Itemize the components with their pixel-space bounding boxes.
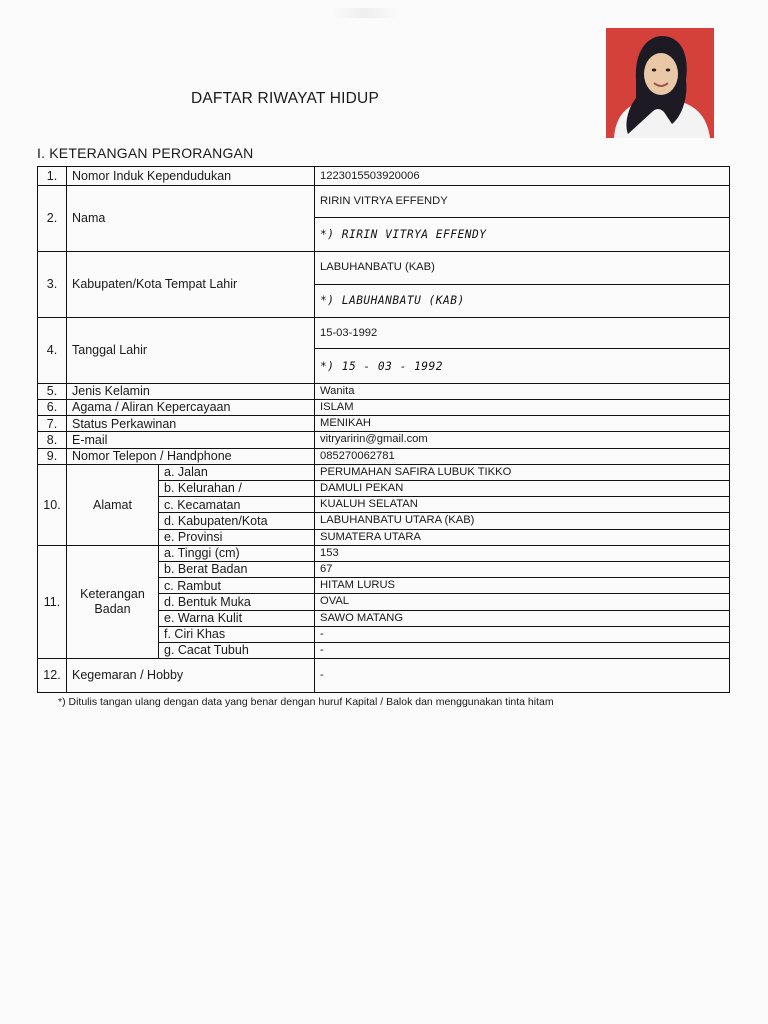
sub-field-label: a. Jalan <box>159 464 315 480</box>
sub-field-label: a. Tinggi (cm) <box>159 545 315 561</box>
portrait-photo-icon <box>606 28 714 138</box>
handwritten-value: *) LABUHANBATU (KAB) <box>315 284 730 317</box>
page-title: DAFTAR RIWAYAT HIDUP <box>191 90 379 107</box>
personal-info-table <box>37 166 730 693</box>
sub-field-label: b. Kelurahan / <box>159 481 315 497</box>
row-number: 2. <box>38 186 67 252</box>
table-row <box>38 167 730 186</box>
row-number: 7. <box>38 416 67 432</box>
field-label: Jenis Kelamin <box>67 383 315 399</box>
row-number: 6. <box>38 400 67 416</box>
sub-field-label: e. Provinsi <box>159 529 315 545</box>
field-value: 15-03-1992 <box>315 317 730 348</box>
table-row <box>38 383 730 399</box>
handwritten-value: *) 15 - 03 - 1992 <box>315 349 730 383</box>
table-row <box>38 448 730 464</box>
sub-field-label: d. Bentuk Muka <box>159 594 315 610</box>
field-label: Nomor Telepon / Handphone <box>67 448 315 464</box>
field-value: 1223015503920006 <box>315 167 730 186</box>
sub-field-label: d. Kabupaten/Kota <box>159 513 315 529</box>
field-value: SAWO MATANG <box>315 610 730 626</box>
field-value: MENIKAH <box>315 416 730 432</box>
field-value: LABUHANBATU UTARA (KAB) <box>315 513 730 529</box>
section-heading: I. KETERANGAN PERORANGAN <box>37 145 254 161</box>
field-label <box>67 545 159 658</box>
row-number: 1. <box>38 167 67 186</box>
field-value: HITAM LURUS <box>315 578 730 594</box>
sub-field-label: f. Ciri Khas <box>159 626 315 642</box>
table-row <box>38 416 730 432</box>
field-value: ISLAM <box>315 400 730 416</box>
footnote: *) Ditulis tangan ulang dengan data yang benar dengan huruf Kapital / Balok dan menggunakan tinta hitam <box>58 696 554 708</box>
field-value: SUMATERA UTARA <box>315 529 730 545</box>
table-row <box>38 545 730 561</box>
field-value: 67 <box>315 562 730 578</box>
field-value: 153 <box>315 545 730 561</box>
row-number: 5. <box>38 383 67 399</box>
sub-field-label: c. Rambut <box>159 578 315 594</box>
field-label-line: Badan <box>94 602 131 617</box>
field-value: OVAL <box>315 594 730 610</box>
row-number: 10. <box>38 464 67 545</box>
table-row <box>38 317 730 348</box>
row-number: 3. <box>38 252 67 318</box>
field-value: - <box>315 659 730 693</box>
field-label: Status Perkawinan <box>67 416 315 432</box>
field-value: PERUMAHAN SAFIRA LUBUK TIKKO <box>315 464 730 480</box>
sub-field-label: c. Kecamatan <box>159 497 315 513</box>
sub-field-label: b. Berat Badan <box>159 562 315 578</box>
row-number: 11. <box>38 545 67 658</box>
field-value: DAMULI PEKAN <box>315 481 730 497</box>
field-label-line: Keterangan <box>80 587 145 602</box>
field-value: KUALUH SELATAN <box>315 497 730 513</box>
handwritten-value: *) RIRIN VITRYA EFFENDY <box>315 217 730 251</box>
field-label: Alamat <box>67 464 159 545</box>
field-label: Agama / Aliran Kepercayaan <box>67 400 315 416</box>
field-value: LABUHANBATU (KAB) <box>315 252 730 284</box>
row-number: 12. <box>38 659 67 693</box>
table-row <box>38 659 730 693</box>
field-label: Nama <box>67 186 315 252</box>
row-number: 4. <box>38 317 67 383</box>
table-row <box>38 464 730 480</box>
sub-field-label: g. Cacat Tubuh <box>159 643 315 659</box>
sub-field-label: e. Warna Kulit <box>159 610 315 626</box>
field-label: Kegemaran / Hobby <box>67 659 315 693</box>
scan-artifact <box>330 8 400 18</box>
portrait-photo <box>606 28 714 138</box>
field-label: Tanggal Lahir <box>67 317 315 383</box>
field-value: 085270062781 <box>315 448 730 464</box>
field-label: Nomor Induk Kependudukan <box>67 167 315 186</box>
field-value: vitryaririn@gmail.com <box>315 432 730 448</box>
field-value: Wanita <box>315 383 730 399</box>
row-number: 9. <box>38 448 67 464</box>
field-value: RIRIN VITRYA EFFENDY <box>315 186 730 217</box>
field-label: E-mail <box>67 432 315 448</box>
field-value: - <box>315 626 730 642</box>
field-value: - <box>315 643 730 659</box>
table-row <box>38 186 730 217</box>
field-label: Kabupaten/Kota Tempat Lahir <box>67 252 315 318</box>
table-row <box>38 432 730 448</box>
table-row <box>38 400 730 416</box>
row-number: 8. <box>38 432 67 448</box>
table-row <box>38 252 730 284</box>
